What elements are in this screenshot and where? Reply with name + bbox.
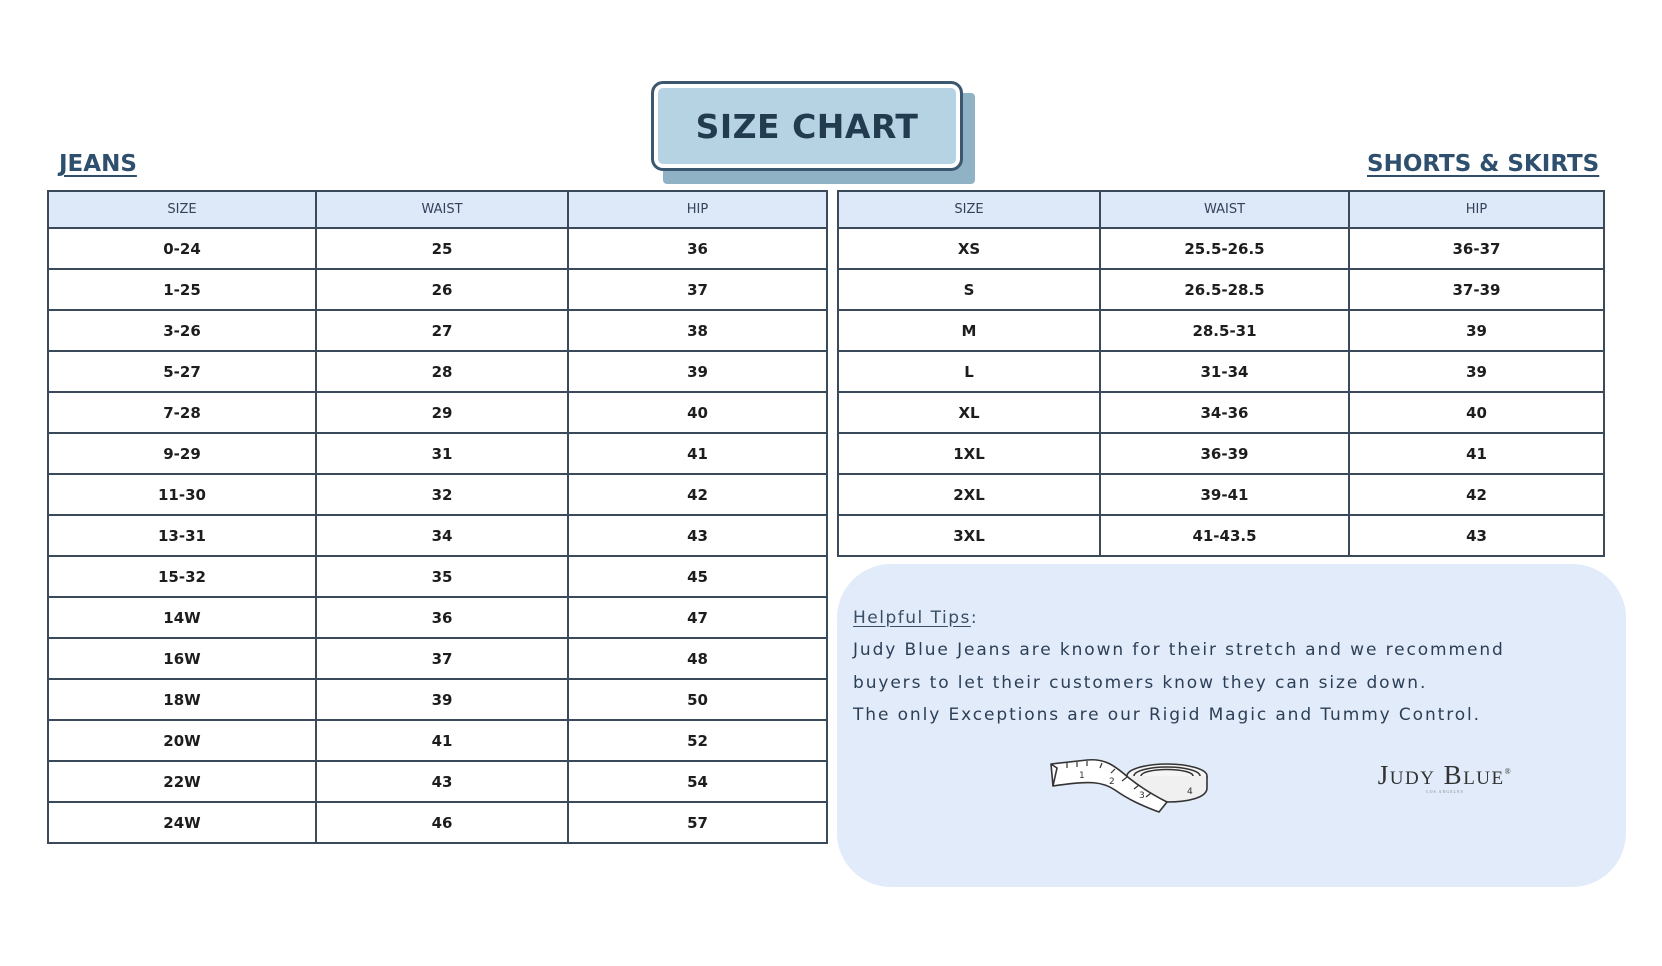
table-cell-waist: 34-36	[1100, 392, 1349, 433]
table-cell-hip: 39	[568, 351, 827, 392]
table-cell-waist: 37	[316, 638, 568, 679]
table-row	[48, 556, 827, 597]
table-row	[48, 515, 827, 556]
logo-name: Judy Blue	[1377, 760, 1505, 790]
shorts-col-header-size: SIZE	[838, 191, 1100, 228]
table-cell-hip: 41	[1349, 433, 1604, 474]
table-cell-waist: 29	[316, 392, 568, 433]
table-cell-waist: 39-41	[1100, 474, 1349, 515]
table-cell-waist: 25.5-26.5	[1100, 228, 1349, 269]
table-cell-waist: 28	[316, 351, 568, 392]
table-cell-hip: 37	[568, 269, 827, 310]
table-cell-size: 2XL	[838, 474, 1100, 515]
shorts-skirts-size-table	[837, 190, 1605, 557]
tips-line-3: The only Exceptions are our Rigid Magic and Tummy Control.	[853, 705, 1481, 725]
table-cell-size: 15-32	[48, 556, 316, 597]
table-cell-hip: 52	[568, 720, 827, 761]
table-cell-size: M	[838, 310, 1100, 351]
table-cell-size: 14W	[48, 597, 316, 638]
table-header-row	[838, 191, 1604, 228]
jeans-col-header-waist: WAIST	[316, 191, 568, 228]
table-cell-hip: 36	[568, 228, 827, 269]
tips-title-colon: :	[970, 608, 979, 628]
table-cell-size: 24W	[48, 802, 316, 843]
table-cell-waist: 34	[316, 515, 568, 556]
table-cell-waist: 32	[316, 474, 568, 515]
table-row	[48, 392, 827, 433]
table-cell-waist: 46	[316, 802, 568, 843]
table-cell-size: XL	[838, 392, 1100, 433]
page-title: SIZE CHART	[651, 81, 963, 171]
table-row	[838, 310, 1604, 351]
jeans-heading: JEANS	[59, 151, 137, 177]
judy-blue-logo	[1370, 758, 1520, 794]
tips-line-2: buyers to let their customers know they can size down.	[853, 673, 1428, 693]
table-cell-size: 1XL	[838, 433, 1100, 474]
table-row	[48, 433, 827, 474]
table-cell-hip: 47	[568, 597, 827, 638]
table-cell-hip: 36-37	[1349, 228, 1604, 269]
table-cell-size: 3-26	[48, 310, 316, 351]
table-cell-waist: 41	[316, 720, 568, 761]
jeans-size-table	[47, 190, 828, 844]
table-row	[838, 474, 1604, 515]
table-cell-size: L	[838, 351, 1100, 392]
table-cell-size: 9-29	[48, 433, 316, 474]
table-cell-hip: 42	[568, 474, 827, 515]
tape-number: 2	[1109, 777, 1115, 787]
shorts-col-header-waist: WAIST	[1100, 191, 1349, 228]
table-cell-hip: 37-39	[1349, 269, 1604, 310]
table-cell-waist: 25	[316, 228, 568, 269]
table-row	[838, 515, 1604, 556]
table-row	[48, 597, 827, 638]
logo-subtitle: LOS ANGELES	[1426, 789, 1464, 794]
jeans-col-header-size: SIZE	[48, 191, 316, 228]
table-cell-size: 1-25	[48, 269, 316, 310]
table-row	[48, 679, 827, 720]
table-cell-size: S	[838, 269, 1100, 310]
table-header-row	[48, 191, 827, 228]
table-cell-size: 7-28	[48, 392, 316, 433]
table-cell-hip: 40	[568, 392, 827, 433]
table-row	[48, 802, 827, 843]
table-cell-hip: 43	[568, 515, 827, 556]
table-cell-size: 5-27	[48, 351, 316, 392]
tips-title-text: Helpful Tips	[853, 608, 971, 628]
table-cell-waist: 43	[316, 761, 568, 802]
table-cell-waist: 27	[316, 310, 568, 351]
table-cell-size: 16W	[48, 638, 316, 679]
table-row	[48, 351, 827, 392]
table-row	[838, 392, 1604, 433]
jeans-col-header-hip: HIP	[568, 191, 827, 228]
table-cell-hip: 41	[568, 433, 827, 474]
table-cell-waist: 41-43.5	[1100, 515, 1349, 556]
table-cell-hip: 39	[1349, 351, 1604, 392]
table-cell-waist: 39	[316, 679, 568, 720]
table-cell-waist: 31-34	[1100, 351, 1349, 392]
table-cell-waist: 26	[316, 269, 568, 310]
table-row	[48, 310, 827, 351]
shorts-col-header-hip: HIP	[1349, 191, 1604, 228]
tape-number: 4	[1187, 787, 1193, 797]
tips-title	[853, 608, 978, 628]
shorts-skirts-heading: SHORTS & SKIRTS	[1367, 151, 1600, 177]
table-row	[48, 474, 827, 515]
measuring-tape-icon	[1047, 754, 1223, 814]
table-cell-waist: 31	[316, 433, 568, 474]
table-row	[838, 351, 1604, 392]
table-cell-waist: 36-39	[1100, 433, 1349, 474]
logo-wordmark	[1370, 758, 1520, 789]
tips-line-1: Judy Blue Jeans are known for their stretch and we recommend	[853, 640, 1505, 660]
table-row	[838, 269, 1604, 310]
tape-number: 1	[1079, 771, 1085, 781]
table-cell-hip: 54	[568, 761, 827, 802]
table-row	[48, 638, 827, 679]
table-cell-hip: 39	[1349, 310, 1604, 351]
table-row	[48, 228, 827, 269]
helpful-tips-panel	[837, 564, 1626, 887]
table-cell-size: 0-24	[48, 228, 316, 269]
table-row	[838, 228, 1604, 269]
tape-number: 3	[1139, 791, 1145, 801]
table-cell-hip: 48	[568, 638, 827, 679]
table-cell-hip: 42	[1349, 474, 1604, 515]
table-cell-size: 13-31	[48, 515, 316, 556]
table-cell-waist: 28.5-31	[1100, 310, 1349, 351]
table-cell-waist: 26.5-28.5	[1100, 269, 1349, 310]
table-row	[838, 433, 1604, 474]
table-cell-size: 22W	[48, 761, 316, 802]
table-cell-size: 11-30	[48, 474, 316, 515]
table-cell-hip: 57	[568, 802, 827, 843]
table-cell-size: 20W	[48, 720, 316, 761]
table-row	[48, 761, 827, 802]
table-cell-waist: 35	[316, 556, 568, 597]
table-cell-size: XS	[838, 228, 1100, 269]
table-cell-size: 3XL	[838, 515, 1100, 556]
table-cell-waist: 36	[316, 597, 568, 638]
logo-registered-mark: ®	[1504, 767, 1513, 776]
table-cell-hip: 43	[1349, 515, 1604, 556]
table-cell-hip: 45	[568, 556, 827, 597]
table-cell-hip: 50	[568, 679, 827, 720]
table-cell-size: 18W	[48, 679, 316, 720]
table-cell-hip: 40	[1349, 392, 1604, 433]
table-row	[48, 720, 827, 761]
table-cell-hip: 38	[568, 310, 827, 351]
table-row	[48, 269, 827, 310]
